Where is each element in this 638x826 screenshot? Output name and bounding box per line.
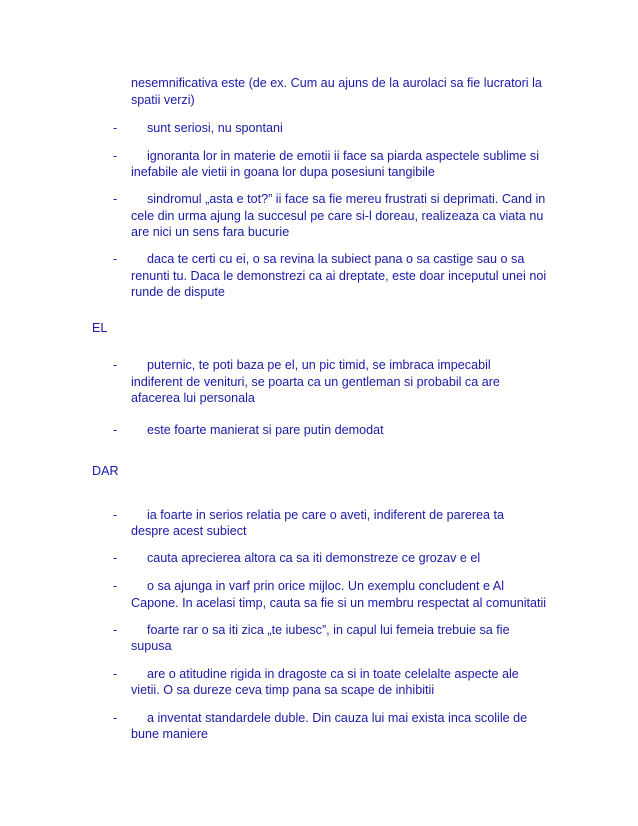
bullet-text: ignoranta lor in materie de emotii ii face sa piarda aspectele sublime si <box>147 149 540 163</box>
bullet-text: o sa ajunga in varf prin orice mijloc. Un exemplu concludent e Al <box>147 579 505 593</box>
bullet-text: supusa <box>131 639 172 653</box>
bullet-text: Capone. In acelasi timp, cauta sa fie si un membru respectat al comunitatii <box>131 596 547 610</box>
section-heading-el: EL <box>92 321 108 335</box>
bullet-text: are o atitudine rigida in dragoste ca si in toate celelalte aspecte ale <box>147 667 519 681</box>
section-heading-dar: DAR <box>92 464 119 478</box>
bullet-text: inefabile ale vietii in goana lor dupa posesiuni tangibile <box>131 165 435 179</box>
bullet-text: foarte rar o sa iti zica „te iubesc”, in capul lui femeia trebuie sa fie <box>147 623 510 637</box>
bullet-dash: - <box>113 423 118 437</box>
bullet-text: runde de dispute <box>131 285 225 299</box>
bullet-dash: - <box>113 623 118 637</box>
bullet-text: cele din urma ajung la succesul pe care si-l doreau, realizeaza ca viata nu <box>131 209 544 223</box>
bullet-dash: - <box>113 508 118 522</box>
bullet-text: sindromul „asta e tot?” ii face sa fie mereu frustrati si deprimati. Cand in <box>147 192 546 206</box>
bullet-dash: - <box>113 192 118 206</box>
bullet-text: a inventat standardele duble. Din cauza lui mai exista inca scolile de <box>147 711 528 725</box>
bullet-dash: - <box>113 252 118 266</box>
bullet-dash: - <box>113 551 118 565</box>
bullet-text: este foarte manierat si pare putin demodat <box>147 423 384 437</box>
intro-line: nesemnificativa este (de ex. Cum au ajuns de la aurolaci sa fie lucratori la <box>131 76 542 90</box>
bullet-dash: - <box>113 579 118 593</box>
bullet-dash: - <box>113 121 118 135</box>
bullet-text: renunti tu. Daca le demonstrezi ca ai dreptate, este doar inceputul unei noi <box>131 269 547 283</box>
bullet-text: afacerea lui personala <box>131 391 255 405</box>
bullet-text: bune maniere <box>131 727 209 741</box>
bullet-text: daca te certi cu ei, o sa revina la subiect pana o sa castige sau o sa <box>147 252 525 266</box>
bullet-text: sunt seriosi, nu spontani <box>147 121 283 135</box>
intro-line: spatii verzi) <box>131 93 195 107</box>
bullet-text: are nici un sens fara bucurie <box>131 225 290 239</box>
bullet-dash: - <box>113 358 118 372</box>
bullet-text: despre acest subiect <box>131 524 247 538</box>
bullet-text: vietii. O sa dureze ceva timp pana sa scape de inhibitii <box>131 683 435 697</box>
bullet-dash: - <box>113 711 118 725</box>
bullet-text: puternic, te poti baza pe el, un pic timid, se imbraca impecabil <box>147 358 491 372</box>
bullet-dash: - <box>113 149 118 163</box>
bullet-text: ia foarte in serios relatia pe care o aveti, indiferent de parerea ta <box>147 508 505 522</box>
bullet-dash: - <box>113 667 118 681</box>
bullet-text: indiferent de venituri, se poarta ca un gentleman si probabil ca are <box>131 375 500 389</box>
bullet-text: cauta aprecierea altora ca sa iti demonstreze ce grozav e el <box>147 551 481 565</box>
